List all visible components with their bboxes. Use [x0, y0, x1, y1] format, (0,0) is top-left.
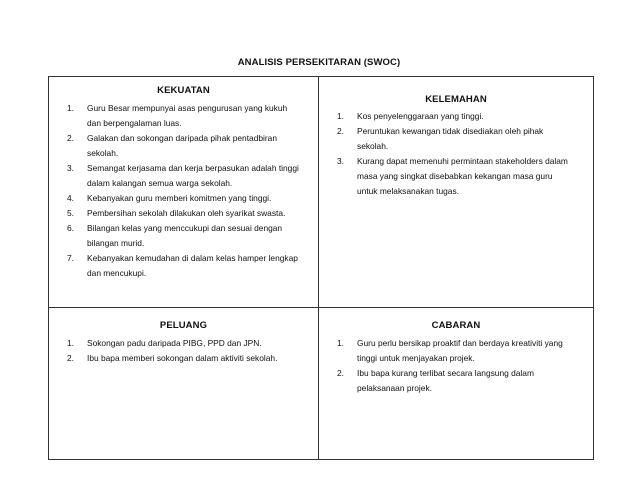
kelemahan-heading: KELEMAHAN	[425, 94, 487, 105]
item-text-line: sekolah.	[357, 141, 389, 151]
item-text-line: pelaksanaan projek.	[357, 383, 432, 393]
kekuatan-item-4	[49, 191, 318, 206]
item-text-line: Bilangan kelas yang menccukupi dan sesuai dengan	[87, 223, 283, 233]
item-text-line: Ibu bapa kurang terlibat secara langsung dalam	[357, 368, 534, 378]
kekuatan-cell	[49, 77, 319, 308]
kekuatan-item-1	[49, 101, 318, 131]
item-number: 6.	[67, 223, 74, 233]
item-text-line: Semangat kerjasama dan kerja berpasukan adalah tinggi	[87, 163, 299, 173]
peluang-list	[49, 336, 318, 366]
item-text-line: Pembersihan sekolah dilakukan oleh syarikat swasta.	[87, 208, 286, 218]
item-text-line: Sokongan padu daripada PIBG, PPD dan JPN.	[87, 338, 262, 348]
peluang-cell	[49, 308, 319, 459]
cabaran-heading: CABARAN	[431, 320, 481, 331]
item-number: 5.	[67, 208, 74, 218]
kelemahan-item-3	[319, 154, 593, 199]
item-number: 1.	[337, 338, 344, 348]
item-number: 2.	[337, 368, 344, 378]
item-text-line: tinggi untuk menjayakan projek.	[357, 353, 475, 363]
cabaran-list	[319, 336, 593, 396]
item-text-line: Galakan dan sokongan daripada pihak pentadbiran	[87, 133, 277, 143]
peluang-item-2	[49, 351, 318, 366]
item-number: 2.	[67, 353, 74, 363]
item-number: 3.	[67, 163, 74, 173]
swoc-table	[48, 76, 594, 460]
kelemahan-cell	[319, 77, 593, 308]
item-number: 4.	[67, 193, 74, 203]
item-number: 2.	[67, 133, 74, 143]
peluang-item-1	[49, 336, 318, 351]
cabaran-cell	[319, 308, 593, 459]
kelemahan-list	[319, 109, 593, 199]
cabaran-item-1	[319, 336, 593, 366]
item-text-line: dan berpengalaman luas.	[87, 118, 182, 128]
kekuatan-item-6	[49, 221, 318, 251]
item-text-line: Kebanyakan kemudahan di dalam kelas hamper lengkap	[87, 253, 298, 263]
kekuatan-item-3	[49, 161, 318, 191]
kekuatan-item-5	[49, 206, 318, 221]
peluang-heading: PELUANG	[159, 320, 208, 331]
item-text-line: dan mencukupi.	[87, 268, 147, 278]
item-number: 3.	[337, 156, 344, 166]
kekuatan-list	[49, 101, 318, 281]
item-number: 1.	[67, 103, 74, 113]
item-text-line: untuk melaksanakan tugas.	[357, 186, 459, 196]
document-title: ANALISIS PERSEKITARAN (SWOC)	[237, 57, 401, 68]
item-text-line: Guru perlu bersikap proaktif dan berdaya kreativiti yang	[357, 338, 563, 348]
item-text-line: Kos penyelenggaraan yang tinggi.	[357, 111, 484, 121]
item-number: 2.	[337, 126, 344, 136]
item-text-line: dalam kalangan semua warga sekolah.	[87, 178, 233, 188]
kelemahan-item-1	[319, 109, 593, 124]
item-number: 1.	[337, 111, 344, 121]
item-number: 1.	[67, 338, 74, 348]
kekuatan-item-7	[49, 251, 318, 281]
item-text-line: bilangan murid.	[87, 238, 145, 248]
item-text-line: sekolah.	[87, 148, 119, 158]
kelemahan-item-2	[319, 124, 593, 154]
item-text-line: Kebanyakan guru memberi komitmen yang tinggi.	[87, 193, 272, 203]
item-text-line: Guru Besar mempunyai asas pengurusan yang kukuh	[87, 103, 288, 113]
item-text-line: Kurang dapat memenuhi permintaan stakeholders dalam	[357, 156, 568, 166]
cabaran-item-2	[319, 366, 593, 396]
item-text-line: Ibu bapa memberi sokongan dalam aktiviti sekolah.	[87, 353, 278, 363]
item-text-line: masa yang singkat disebabkan kekangan masa guru	[357, 171, 553, 181]
kekuatan-heading: KEKUATAN	[157, 85, 210, 96]
item-number: 7.	[67, 253, 74, 263]
kekuatan-item-2	[49, 131, 318, 161]
item-text-line: Peruntukan kewangan tidak disediakan oleh pihak	[357, 126, 544, 136]
